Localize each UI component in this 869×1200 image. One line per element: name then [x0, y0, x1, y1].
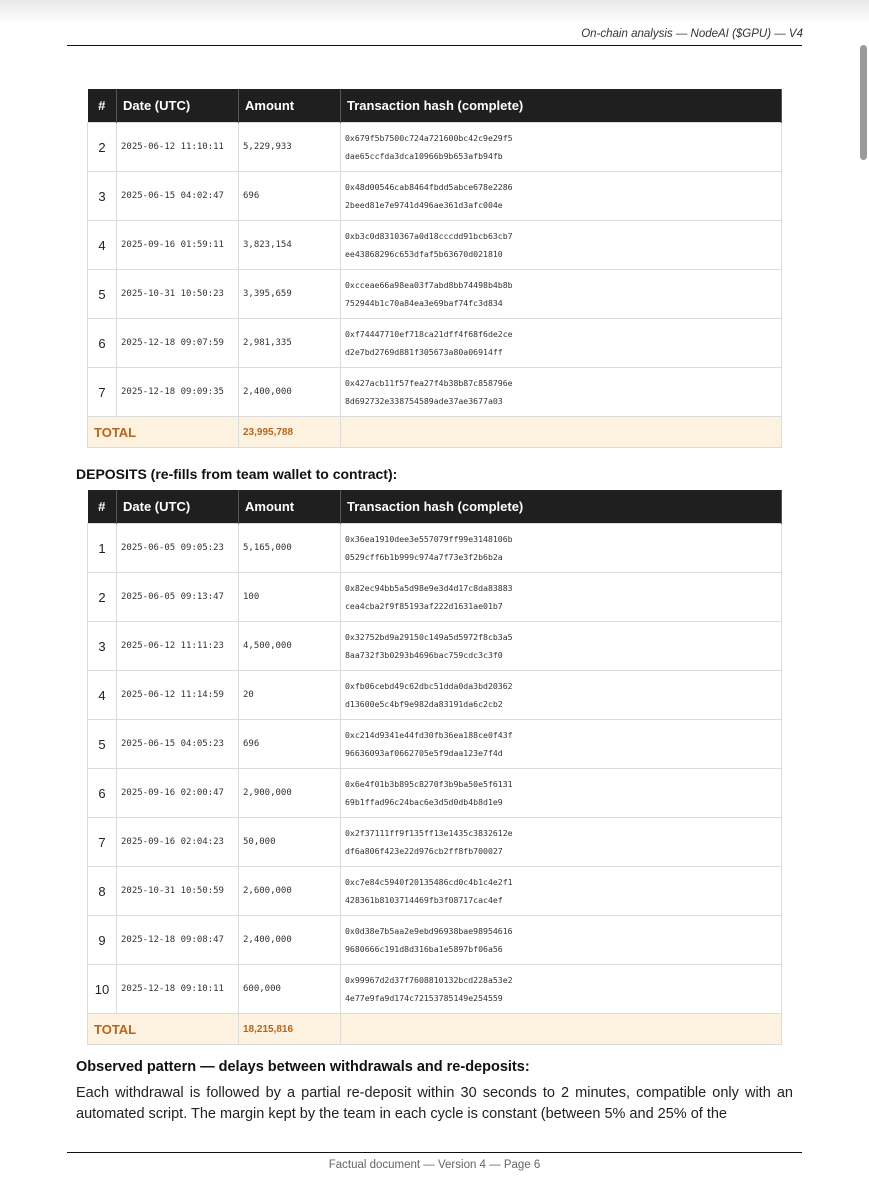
table-row	[88, 818, 782, 867]
hash-line: 0x99967d2d37f7608810132bcd228a53e2	[345, 975, 513, 985]
row-hash	[341, 524, 782, 573]
table-row	[88, 867, 782, 916]
hash-line: 752944b1c70a84ea3e69baf74fc3d834	[345, 298, 503, 308]
table-row	[88, 319, 782, 368]
row-number: 5	[88, 270, 117, 319]
col-amount-header: Amount	[239, 490, 341, 524]
hash-line: 0x48d00546cab8464fbdd5abce678e2286	[345, 182, 513, 192]
table-row	[88, 622, 782, 671]
hash-line: 0xc214d9341e44fd30fb36ea188ce0f43f	[345, 730, 513, 740]
table-row	[88, 769, 782, 818]
row-number: 2	[88, 123, 117, 172]
hash-line: 0xf74447710ef718ca21dff4f68f6de2ce	[345, 329, 513, 339]
col-amount-header: Amount	[239, 89, 341, 123]
hash-line: d2e7bd2769d881f305673a80a06914ff	[345, 347, 503, 357]
hash-line: 0x2f37111ff9f135ff13e1435c3832612e	[345, 828, 513, 838]
row-date: 2025-06-05 09:13:47	[117, 573, 239, 622]
hash-line: ee43868296c653dfaf5b63670d021810	[345, 249, 503, 259]
col-number-header: #	[88, 89, 117, 123]
row-date: 2025-10-31 10:50:59	[117, 867, 239, 916]
total-label: TOTAL	[88, 417, 239, 448]
hash-line: 0xb3c0d8310367a0d18cccdd91bcb63cb7	[345, 231, 513, 241]
scrollbar-thumb[interactable]	[860, 45, 867, 160]
col-date-header: Date (UTC)	[117, 89, 239, 123]
row-date: 2025-06-15 04:05:23	[117, 720, 239, 769]
hash-line: 0xcceae66a98ea03f7abd8bb74498b4b8b	[345, 280, 513, 290]
header-rule	[67, 45, 802, 46]
row-date: 2025-06-12 11:14:59	[117, 671, 239, 720]
hash-line: df6a806f423e22d976cb2ff8fb700027	[345, 846, 503, 856]
row-amount: 5,229,933	[239, 123, 341, 172]
table-row	[88, 524, 782, 573]
row-hash	[341, 221, 782, 270]
row-number: 9	[88, 916, 117, 965]
total-row	[88, 1014, 782, 1045]
row-hash	[341, 671, 782, 720]
hash-line: 0xfb06cebd49c62dbc51dda0da3bd20362	[345, 681, 513, 691]
row-amount: 696	[239, 720, 341, 769]
row-amount: 3,823,154	[239, 221, 341, 270]
hash-line: 0x36ea1910dee3e557079ff99e3148106b	[345, 534, 513, 544]
top-shadow	[0, 0, 869, 24]
row-amount: 2,400,000	[239, 916, 341, 965]
hash-line: 0x679f5b7500c724a721600bc42c9e29f5	[345, 133, 513, 143]
row-amount: 5,165,000	[239, 524, 341, 573]
row-number: 6	[88, 319, 117, 368]
footer-rule	[67, 1152, 802, 1153]
row-amount: 2,400,000	[239, 368, 341, 417]
table-row	[88, 671, 782, 720]
observed-pattern-body: Each withdrawal is followed by a partial re-deposit within 30 seconds to 2 minutes, compatible only with an automated script. The margin kept by the team in each cycle is constant (between 5% and 25% of the	[76, 1085, 793, 1122]
row-hash	[341, 622, 782, 671]
hash-line: 9680666c191d8d316ba1e5897bf06a56	[345, 944, 503, 954]
row-hash	[341, 123, 782, 172]
hash-line: 0x427acb11f57fea27f4b38b87c858796e	[345, 378, 513, 388]
hash-line: 0x82ec94bb5a5d98e9e3d4d17c8da83883	[345, 583, 513, 593]
row-date: 2025-12-18 09:07:59	[117, 319, 239, 368]
total-amount: 23,995,788	[239, 417, 341, 448]
row-hash	[341, 172, 782, 221]
row-date: 2025-09-16 02:04:23	[117, 818, 239, 867]
row-hash	[341, 368, 782, 417]
page-footer: Factual document — Version 4 — Page 6	[328, 1159, 541, 1171]
row-amount: 4,500,000	[239, 622, 341, 671]
table-row	[88, 270, 782, 319]
row-amount: 600,000	[239, 965, 341, 1014]
hash-line: 0x6e4f01b3b895c8270f3b9ba50e5f6131	[345, 779, 513, 789]
col-hash-header: Transaction hash (complete)	[341, 490, 782, 524]
col-number-header: #	[88, 490, 117, 524]
row-number: 7	[88, 368, 117, 417]
row-date: 2025-09-16 02:00:47	[117, 769, 239, 818]
hash-line: 0529cff6b1b999c974a7f73e3f2b6b2a	[345, 552, 503, 562]
hash-line: 0x32752bd9a29150c149a5d5972f8cb3a5	[345, 632, 513, 642]
row-date: 2025-12-18 09:10:11	[117, 965, 239, 1014]
row-amount: 100	[239, 573, 341, 622]
row-amount: 2,600,000	[239, 867, 341, 916]
hash-line: cea4cba2f9f85193af222d1631ae01b7	[345, 601, 503, 611]
observed-pattern-title: Observed pattern — delays between withdrawals and re-deposits:	[76, 1059, 530, 1075]
table-row	[88, 720, 782, 769]
running-header: On-chain analysis — NodeAI ($GPU) — V4	[581, 28, 803, 40]
row-number: 5	[88, 720, 117, 769]
col-date-header: Date (UTC)	[117, 490, 239, 524]
table-row	[88, 172, 782, 221]
total-row	[88, 417, 782, 448]
row-number: 4	[88, 671, 117, 720]
hash-line: 0xc7e84c5940f20135486cd0c4b1c4e2f1	[345, 877, 513, 887]
hash-line: 0x0d38e7b5aa2e9ebd96938bae98954616	[345, 926, 513, 936]
hash-line: d13600e5c4bf9e982da83191da6c2cb2	[345, 699, 503, 709]
row-amount: 2,900,000	[239, 769, 341, 818]
row-date: 2025-10-31 10:50:23	[117, 270, 239, 319]
row-hash	[341, 270, 782, 319]
row-number: 7	[88, 818, 117, 867]
total-label: TOTAL	[88, 1014, 239, 1045]
hash-line: 4e77e9fa9d174c72153785149e254559	[345, 993, 503, 1003]
row-number: 8	[88, 867, 117, 916]
row-date: 2025-06-12 11:10:11	[117, 123, 239, 172]
row-date: 2025-12-18 09:09:35	[117, 368, 239, 417]
row-hash	[341, 818, 782, 867]
table-row	[88, 916, 782, 965]
table-row	[88, 221, 782, 270]
row-date: 2025-12-18 09:08:47	[117, 916, 239, 965]
hash-line: 69b1ffad96c24bac6e3d5d0db4b8d1e9	[345, 797, 503, 807]
total-empty-cell	[341, 1014, 782, 1045]
row-number: 3	[88, 622, 117, 671]
row-hash	[341, 319, 782, 368]
row-hash	[341, 965, 782, 1014]
row-amount: 20	[239, 671, 341, 720]
hash-line: 96636093af0662705e5f9daa123e7f4d	[345, 748, 503, 758]
table-row	[88, 123, 782, 172]
row-number: 2	[88, 573, 117, 622]
row-number: 4	[88, 221, 117, 270]
row-date: 2025-09-16 01:59:11	[117, 221, 239, 270]
row-number: 6	[88, 769, 117, 818]
hash-line: 8d692732e338754589ade37ae3677a03	[345, 396, 503, 406]
row-hash	[341, 573, 782, 622]
row-number: 10	[88, 965, 117, 1014]
deposits-section-title: DEPOSITS (re-fills from team wallet to contract):	[76, 466, 398, 482]
table-row	[88, 368, 782, 417]
row-hash	[341, 720, 782, 769]
hash-line: 2beed81e7e9741d496ae361d3afc004e	[345, 200, 503, 210]
row-hash	[341, 867, 782, 916]
deposits-table	[87, 490, 782, 1045]
row-date: 2025-06-15 04:02:47	[117, 172, 239, 221]
row-amount: 50,000	[239, 818, 341, 867]
row-date: 2025-06-12 11:11:23	[117, 622, 239, 671]
table-header-row	[88, 490, 782, 524]
row-hash	[341, 769, 782, 818]
table-row	[88, 965, 782, 1014]
row-date: 2025-06-05 09:05:23	[117, 524, 239, 573]
withdrawals-table	[87, 89, 782, 448]
total-amount: 18,215,816	[239, 1014, 341, 1045]
row-amount: 2,981,335	[239, 319, 341, 368]
total-empty-cell	[341, 417, 782, 448]
row-number: 3	[88, 172, 117, 221]
hash-line: dae65ccfda3dca10966b9b653afb94fb	[345, 151, 503, 161]
row-amount: 696	[239, 172, 341, 221]
hash-line: 428361b8103714469fb3f08717cac4ef	[345, 895, 503, 905]
row-amount: 3,395,659	[239, 270, 341, 319]
col-hash-header: Transaction hash (complete)	[341, 89, 782, 123]
table-header-row	[88, 89, 782, 123]
hash-line: 8aa732f3b0293b4696bac759cdc3c3f0	[345, 650, 503, 660]
row-number: 1	[88, 524, 117, 573]
row-hash	[341, 916, 782, 965]
table-row	[88, 573, 782, 622]
